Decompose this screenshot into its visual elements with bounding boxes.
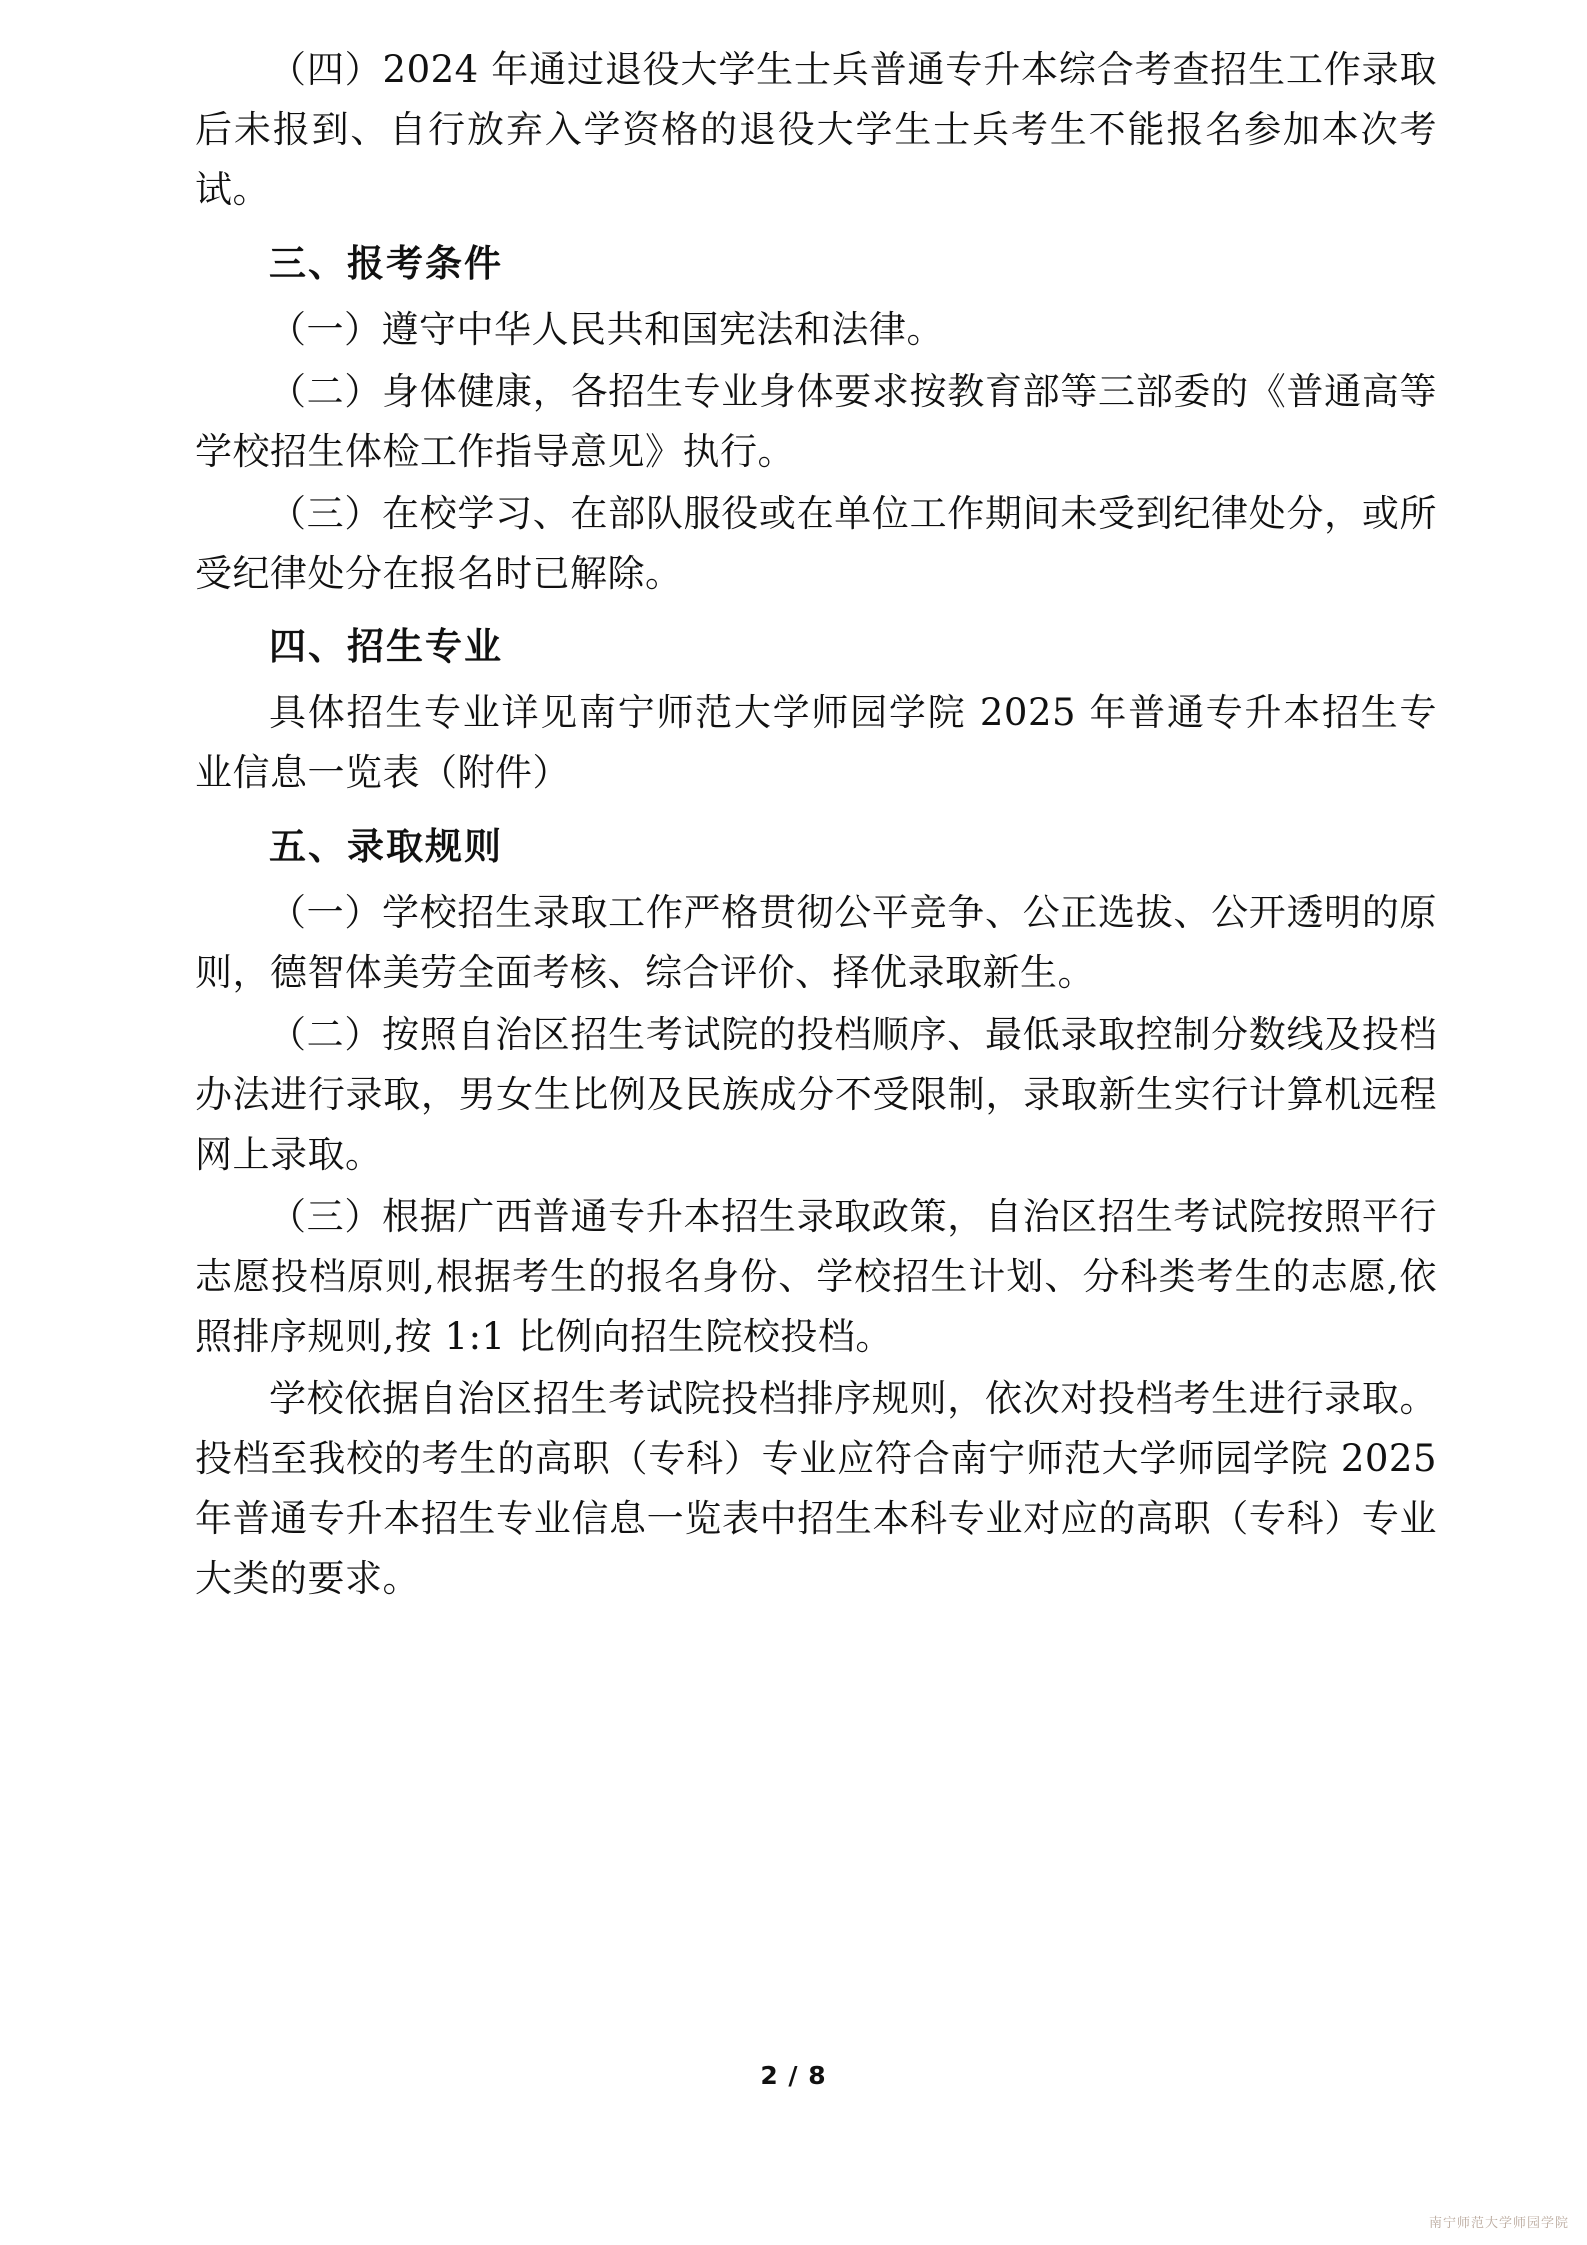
section-heading-3: 三、报考条件 (269, 241, 503, 285)
section-heading-5: 五、录取规则 (269, 825, 503, 869)
paragraph-section2-item4: （四）2024 年通过退役大学生士兵普通专升本综合考查招生工作录取后未报到、自行放弃入学资格的退役大学生士兵考生不能报名参加本次考试。 (195, 48, 1437, 211)
paragraph-section3-item2: （二）身体健康，各招生专业身体要求按教育部等三部委的《普通高等学校招生体检工作指导意见》执行。 (195, 369, 1437, 473)
document-body (195, 40, 1437, 1608)
section-heading-4: 四、招生专业 (269, 625, 503, 669)
watermark: 南宁师范大学师园学院 (1428, 2216, 1569, 2231)
paragraph-section3-item3: （三）在校学习、在部队服役或在单位工作期间未受到纪律处分，或所受纪律处分在报名时已解除。 (195, 491, 1437, 595)
paragraph-section5-item3: （三）根据广西普通专升本招生录取政策，自治区招生考试院按照平行志愿投档原则,根据考生的报名身份、学校招生计划、分科类考生的志愿,依照排序规则,按 1:1 比例向招生院校投档。 (195, 1194, 1437, 1358)
paragraph-section3-item1: （一）遵守中华人民共和国宪法和法律。 (269, 307, 944, 351)
paragraph-section5-item3-continued: 学校依据自治区招生考试院投档排序规则，依次对投档考生进行录取。投档至我校的考生的高职（专科）专业应符合南宁师范大学师园学院 2025 年普通专升本招生专业信息一览表中招生本科专业对应的高职（专科）专业大类的要求。 (195, 1376, 1437, 1600)
paragraph-section5-item2: （二）按照自治区招生考试院的投档顺序、最低录取控制分数线及投档办法进行录取，男女生比例及民族成分不受限制，录取新生实行计算机远程网上录取。 (195, 1013, 1437, 1176)
paragraph-section5-item1: （一）学校招生录取工作严格贯彻公平竞争、公正选拔、公开透明的原则，德智体美劳全面考核、综合评价、择优录取新生。 (195, 891, 1437, 995)
page-number: 2 / 8 (760, 2061, 827, 2090)
paragraph-section4-body: 具体招生专业详见南宁师范大学师园学院 2025 年普通专升本招生专业信息一览表（附件） (195, 691, 1437, 795)
